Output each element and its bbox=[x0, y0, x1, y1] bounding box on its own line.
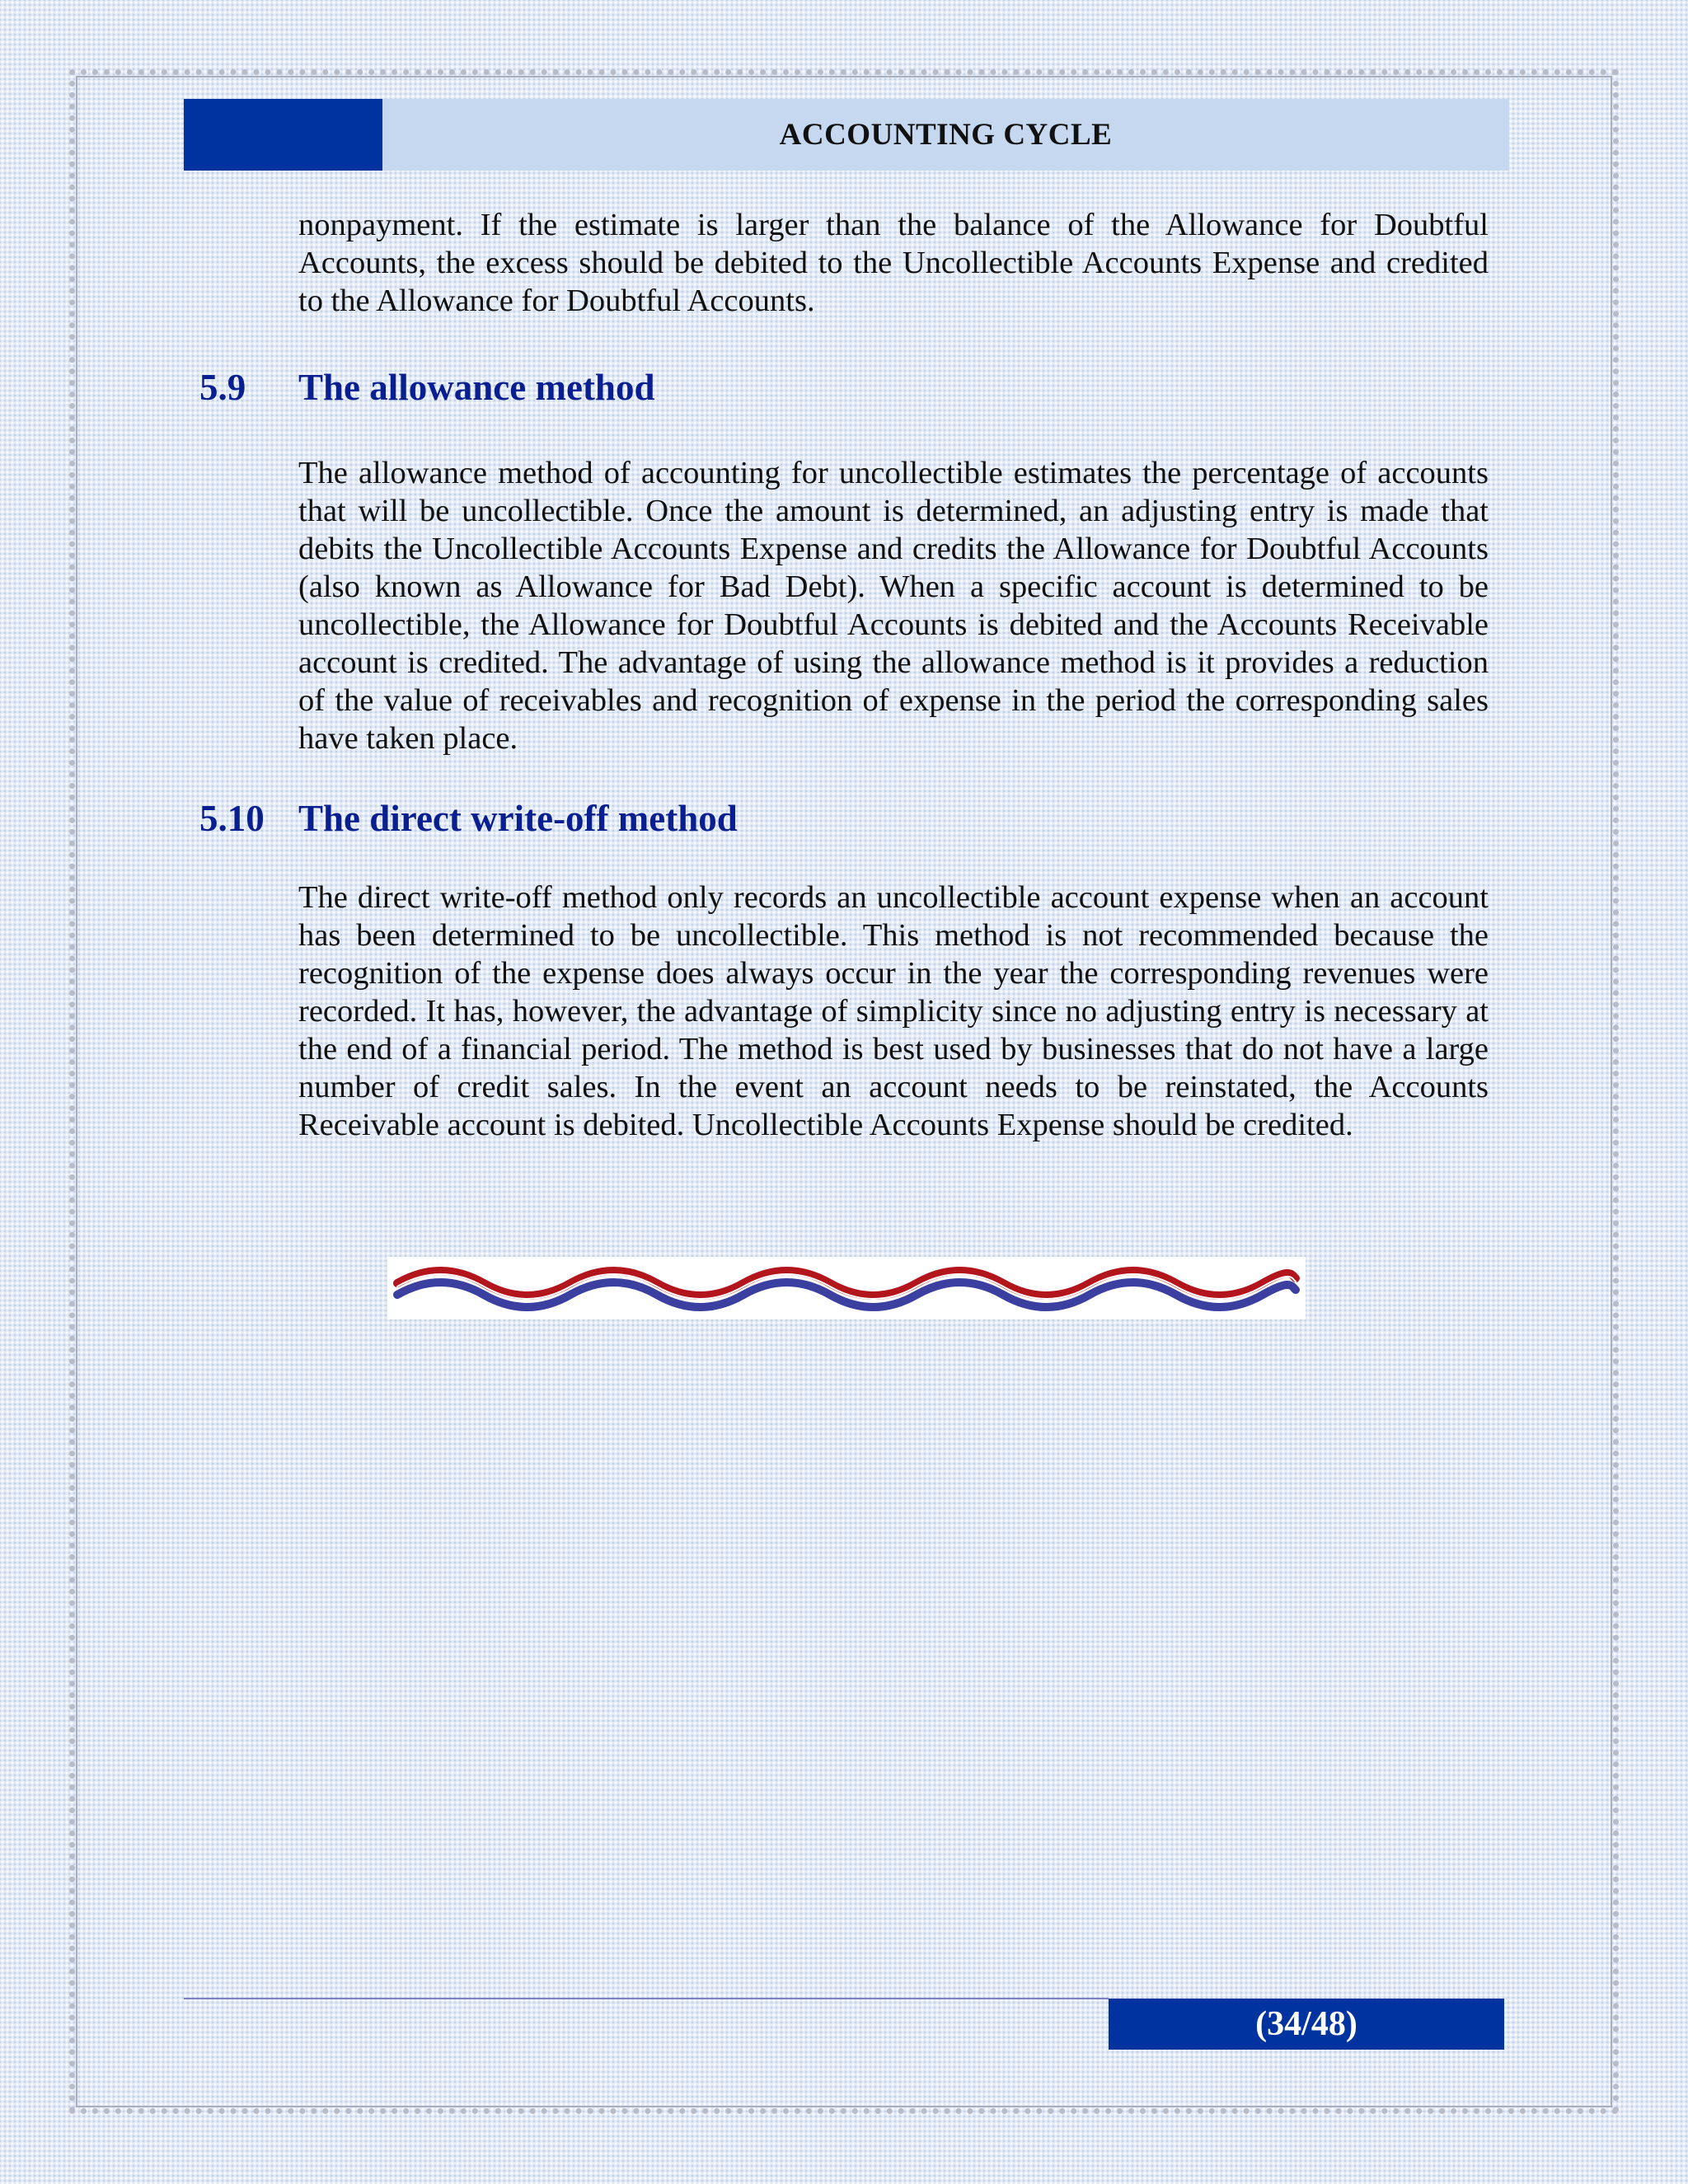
section-title: The allowance method bbox=[298, 367, 655, 408]
wave-divider-icon bbox=[387, 1257, 1306, 1319]
section-title: The direct write-off method bbox=[298, 798, 738, 839]
continuation-paragraph: nonpayment. If the estimate is larger than the balance of the Allowance for Doubtful Accounts, the excess should be debited to the Uncollectible Accounts Expense and credited to the Allowance for Doubtful Accounts. bbox=[298, 208, 1489, 318]
page-number: (34/48) bbox=[1255, 2005, 1357, 2043]
header-accent-block bbox=[184, 99, 382, 171]
section-number: 5.9 bbox=[199, 367, 246, 408]
section-paragraph-5-10: The direct write-off method only records an uncollectible account expense when an account has been determined to be uncollectible. This method is not recommended because the recognition of the expense does always occur in the year the corresponding revenues were recorded. It has, however, the advantage of simplicity since no adjusting entry is necessary at the end of a financial period. The method is best used by businesses that do not have a large number of credit sales. In the event an account needs to be reinstated, the Accounts Receivable account is debited. Uncollectible Accounts Expense should be credited. bbox=[298, 880, 1489, 1142]
section-number: 5.10 bbox=[199, 798, 265, 839]
footer-rule bbox=[184, 1998, 1109, 1999]
section-heading-5-10 bbox=[199, 795, 738, 841]
header-title: ACCOUNTING CYCLE bbox=[779, 118, 1113, 152]
section-paragraph-5-9: The allowance method of accounting for uncollectible estimates the percentage of accounts that will be uncollectible. Once the amount is determined, an adjusting entry is made that debits the Uncollectible Accounts Expense and credits the Allowance for Doubtful Accounts (also known as Allowance for Bad Debt). When a specific account is determined to be uncollectible, the Allowance for Doubtful Accounts is debited and the Accounts Receivable account is credited. The advantage of using the allowance method is it provides a reduction of the value of receivables and recognition of expense in the period the corresponding sales have taken place. bbox=[298, 456, 1489, 756]
section-heading-5-9 bbox=[199, 364, 655, 410]
